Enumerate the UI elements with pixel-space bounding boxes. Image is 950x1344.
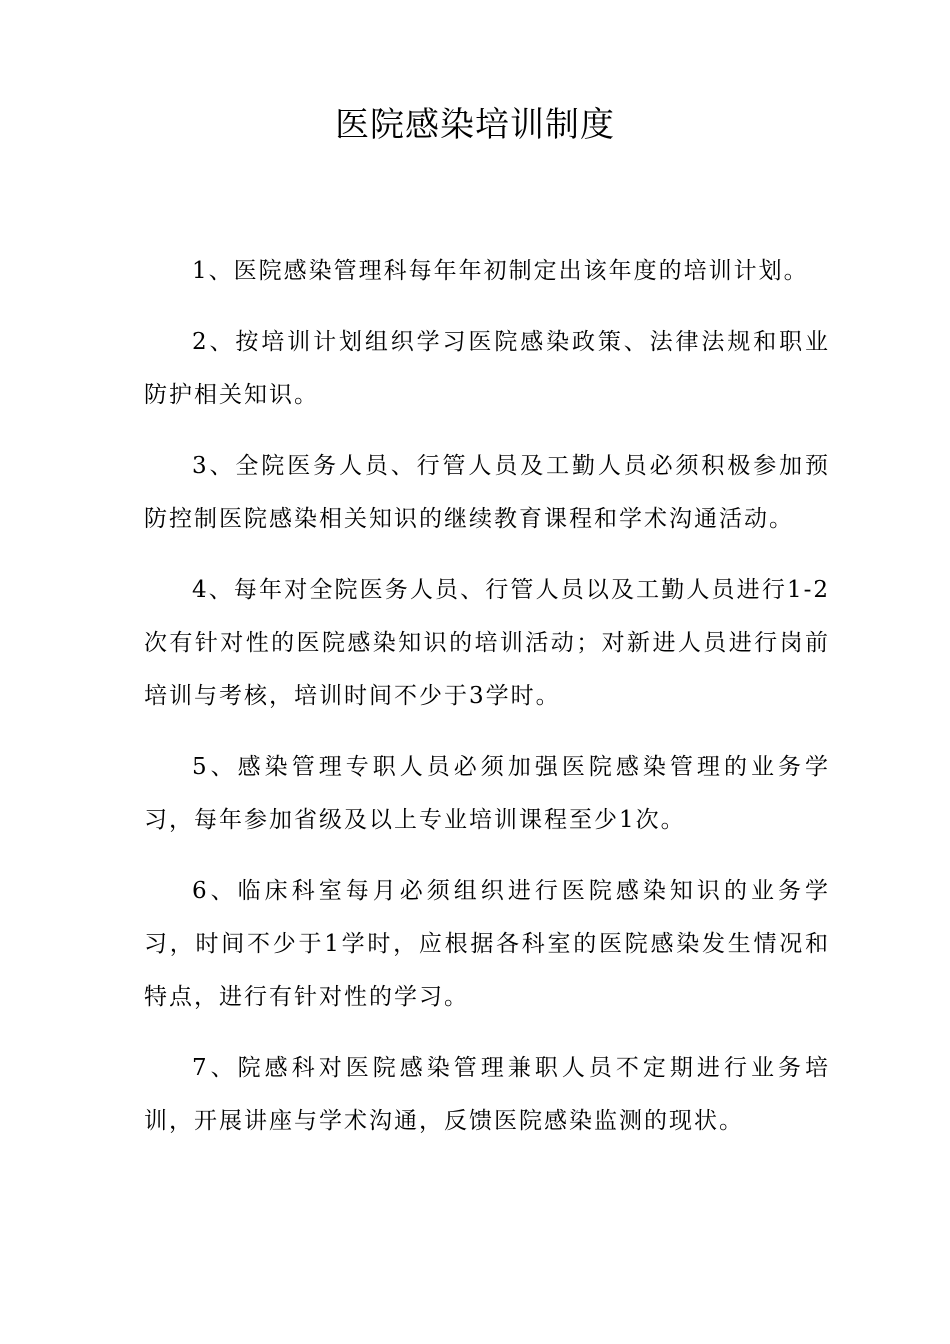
paragraph-2: 2、按培训计划组织学习医院感染政策、法律法规和职业防护相关知识。 <box>144 329 830 408</box>
paragraph-4: 4、每年对全院医务人员、行管人员以及工勤人员进行1-2次有针对性的医院感染知识的培训活动；对新进人员进行岗前培训与考核，培训时间不少于3学时。 <box>144 577 830 709</box>
paragraph-3: 3、全院医务人员、行管人员及工勤人员必须积极参加预防控制医院感染相关知识的继续教育课程和学术沟通活动。 <box>144 453 830 532</box>
paragraph-5: 5、感染管理专职人员必须加强医院感染管理的业务学习，每年参加省级及以上专业培训课程至少1次。 <box>144 754 830 833</box>
paragraph-7: 7、院感科对医院感染管理兼职人员不定期进行业务培训，开展讲座与学术沟通，反馈医院感染监测的现状。 <box>144 1055 830 1134</box>
paragraph-1: 1、医院感染管理科每年年初制定出该年度的培训计划。 <box>192 258 809 284</box>
document-body <box>144 245 830 1166</box>
document-title: 医院感染培训制度 <box>335 105 615 145</box>
paragraph-6: 6、临床科室每月必须组织进行医院感染知识的业务学习，时间不少于1学时，应根据各科室的医院感染发生情况和特点，进行有针对性的学习。 <box>144 878 830 1010</box>
